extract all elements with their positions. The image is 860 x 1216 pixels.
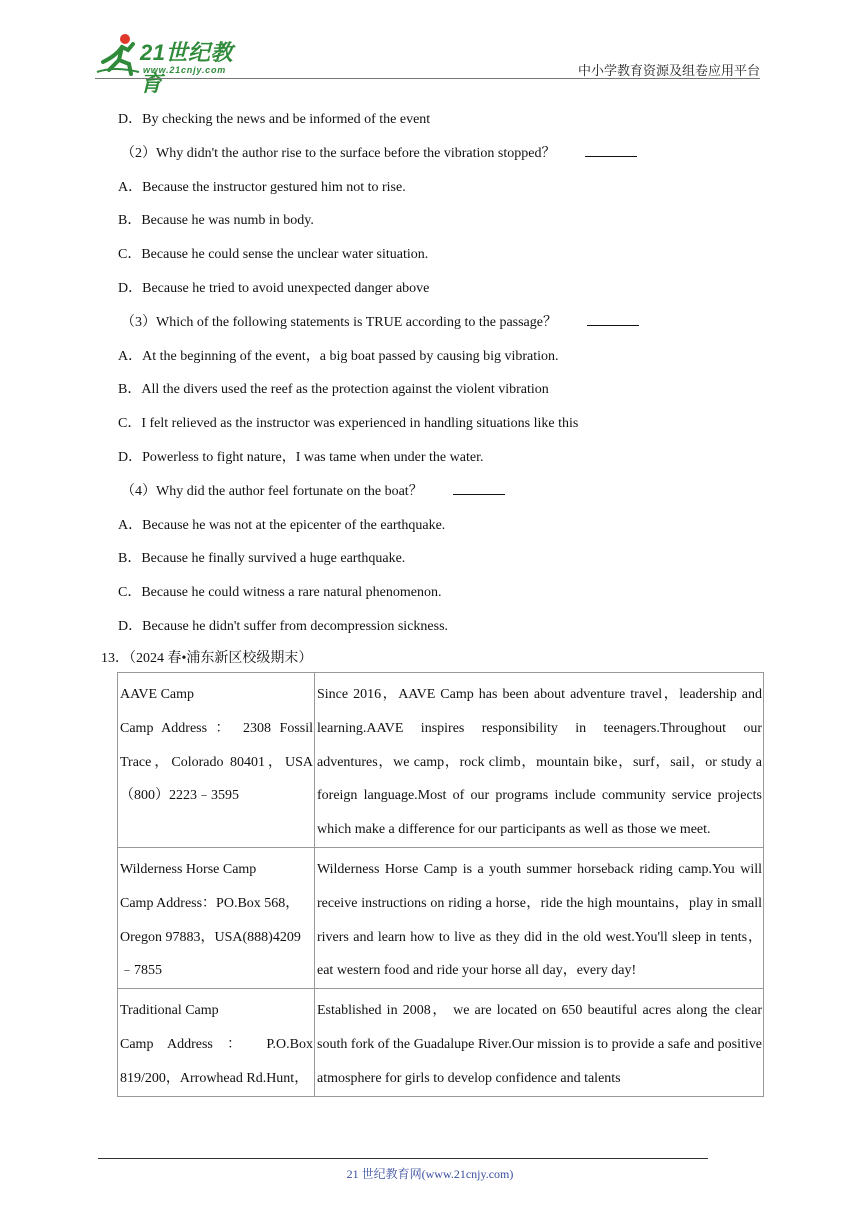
header-divider [95, 78, 760, 79]
site-logo [95, 32, 255, 96]
camp-info-cell [118, 847, 315, 988]
answer-option [118, 581, 441, 601]
question-prompt [121, 142, 637, 162]
camp-name: AAVE Camp [120, 687, 195, 702]
option-text: B．Because he finally survived a huge earthquake. [118, 551, 406, 567]
footer-text: 21 世纪教育网(www.21cnjy.com) [346, 1167, 514, 1181]
option-text: B．All the divers used the reef as the protection against the violent vibration [118, 382, 549, 398]
answer-option [118, 243, 428, 263]
option-text: D．By checking the news and be informed of the event [118, 112, 431, 127]
camp-info-cell [118, 673, 315, 848]
runner-icon [95, 32, 141, 76]
option-text: B．Because he was numb in body. [118, 213, 314, 229]
question-prompt [121, 311, 639, 331]
table-row [118, 673, 764, 848]
option-text: A．Because he was not at the epicenter of the earthquake. [118, 517, 446, 533]
camp-description: Wilderness Horse Camp is a youth summer horseback riding camp.You will receive instructions on riding a horse，ride the high mountains，play in small rivers and learn how to live as they did in the old west.You'll sleep in tents，eat western food and ride your horse all day，every day! [315, 847, 764, 988]
answer-blank[interactable] [587, 313, 639, 326]
camp-address: Camp Address：PO.Box 568，Oregon 97883，USA(888)4209﹣7855 [120, 895, 301, 979]
camp-name: Wilderness Horse Camp [120, 861, 257, 877]
page-header [95, 30, 760, 96]
option-text: C．Because he could witness a rare natural phenomenon. [118, 585, 442, 601]
option-text: C．I felt relieved as the instructor was experienced in handling situations like this [118, 416, 579, 432]
answer-option [118, 176, 406, 196]
answer-option [118, 277, 429, 297]
answer-option [118, 108, 430, 128]
option-text: A．At the beginning of the event，a big boat passed by causing big vibration. [118, 348, 559, 364]
option-text: D．Because he didn't suffer from decompression sickness. [118, 619, 449, 634]
camp-table [117, 672, 764, 1097]
answer-option [118, 615, 448, 635]
answer-option [118, 209, 314, 229]
question-text: （2）Why didn't the author rise to the surface before the vibration stopped？ [121, 145, 556, 161]
platform-title: 中小学教育资源及组卷应用平台 [577, 64, 760, 79]
footer-divider [98, 1158, 708, 1159]
option-text: A．Because the instructor gestured him not to rise. [118, 179, 406, 195]
table-row [118, 989, 764, 1096]
option-text: D．Because he tried to avoid unexpected danger above [118, 281, 430, 296]
question-text: （3）Which of the following statements is TRUE according to the passage？ [121, 314, 557, 330]
logo-url: www.21cnjy.com [143, 65, 227, 75]
camp-info-cell [118, 989, 315, 1096]
camp-description: Since 2016，AAVE Camp has been about adventure travel，leadership and learning.AAVE inspires responsibility in teenagers.Throughout our adventures，we camp，rock climb，mountain bike，surf，sail，or study a foreign language.Most of our programs include community service projects which make a difference for our participants as well as those we meet. [315, 673, 764, 848]
answer-option [118, 412, 578, 432]
question-13-label: 13．（2024 春•浦东新区校级期末） [101, 651, 313, 666]
option-text: C．Because he could sense the unclear water situation. [118, 247, 429, 263]
answer-option [118, 514, 445, 534]
camp-address: Camp Address ： P.O.Box 819/200，Arrowhead Rd.Hunt， [120, 1036, 313, 1086]
answer-option [118, 547, 405, 567]
camp-description: Established in 2008， we are located on 650 beautiful acres along the clear south fork of the Guadalupe River.Our mission is to provide a safe and positive atmosphere for girls to develop confidence and talents [315, 989, 764, 1096]
answer-option [118, 345, 559, 365]
camp-address: Camp Address ： 2308 Fossil Trace，Colorado 80401，USA（800）2223﹣3595 [120, 720, 313, 804]
camp-name: Traditional Camp [120, 1003, 219, 1019]
answer-blank[interactable] [453, 482, 505, 495]
table-row [118, 847, 764, 988]
logo-text: 21世纪教育 [140, 40, 233, 96]
option-text: D．Powerless to fight nature，I was tame when under the water. [118, 450, 484, 465]
question-text: （4）Why did the author feel fortunate on the boat？ [121, 483, 423, 499]
answer-blank[interactable] [585, 144, 637, 157]
answer-option [118, 378, 549, 398]
question-prompt [121, 480, 505, 500]
answer-option [118, 446, 483, 466]
